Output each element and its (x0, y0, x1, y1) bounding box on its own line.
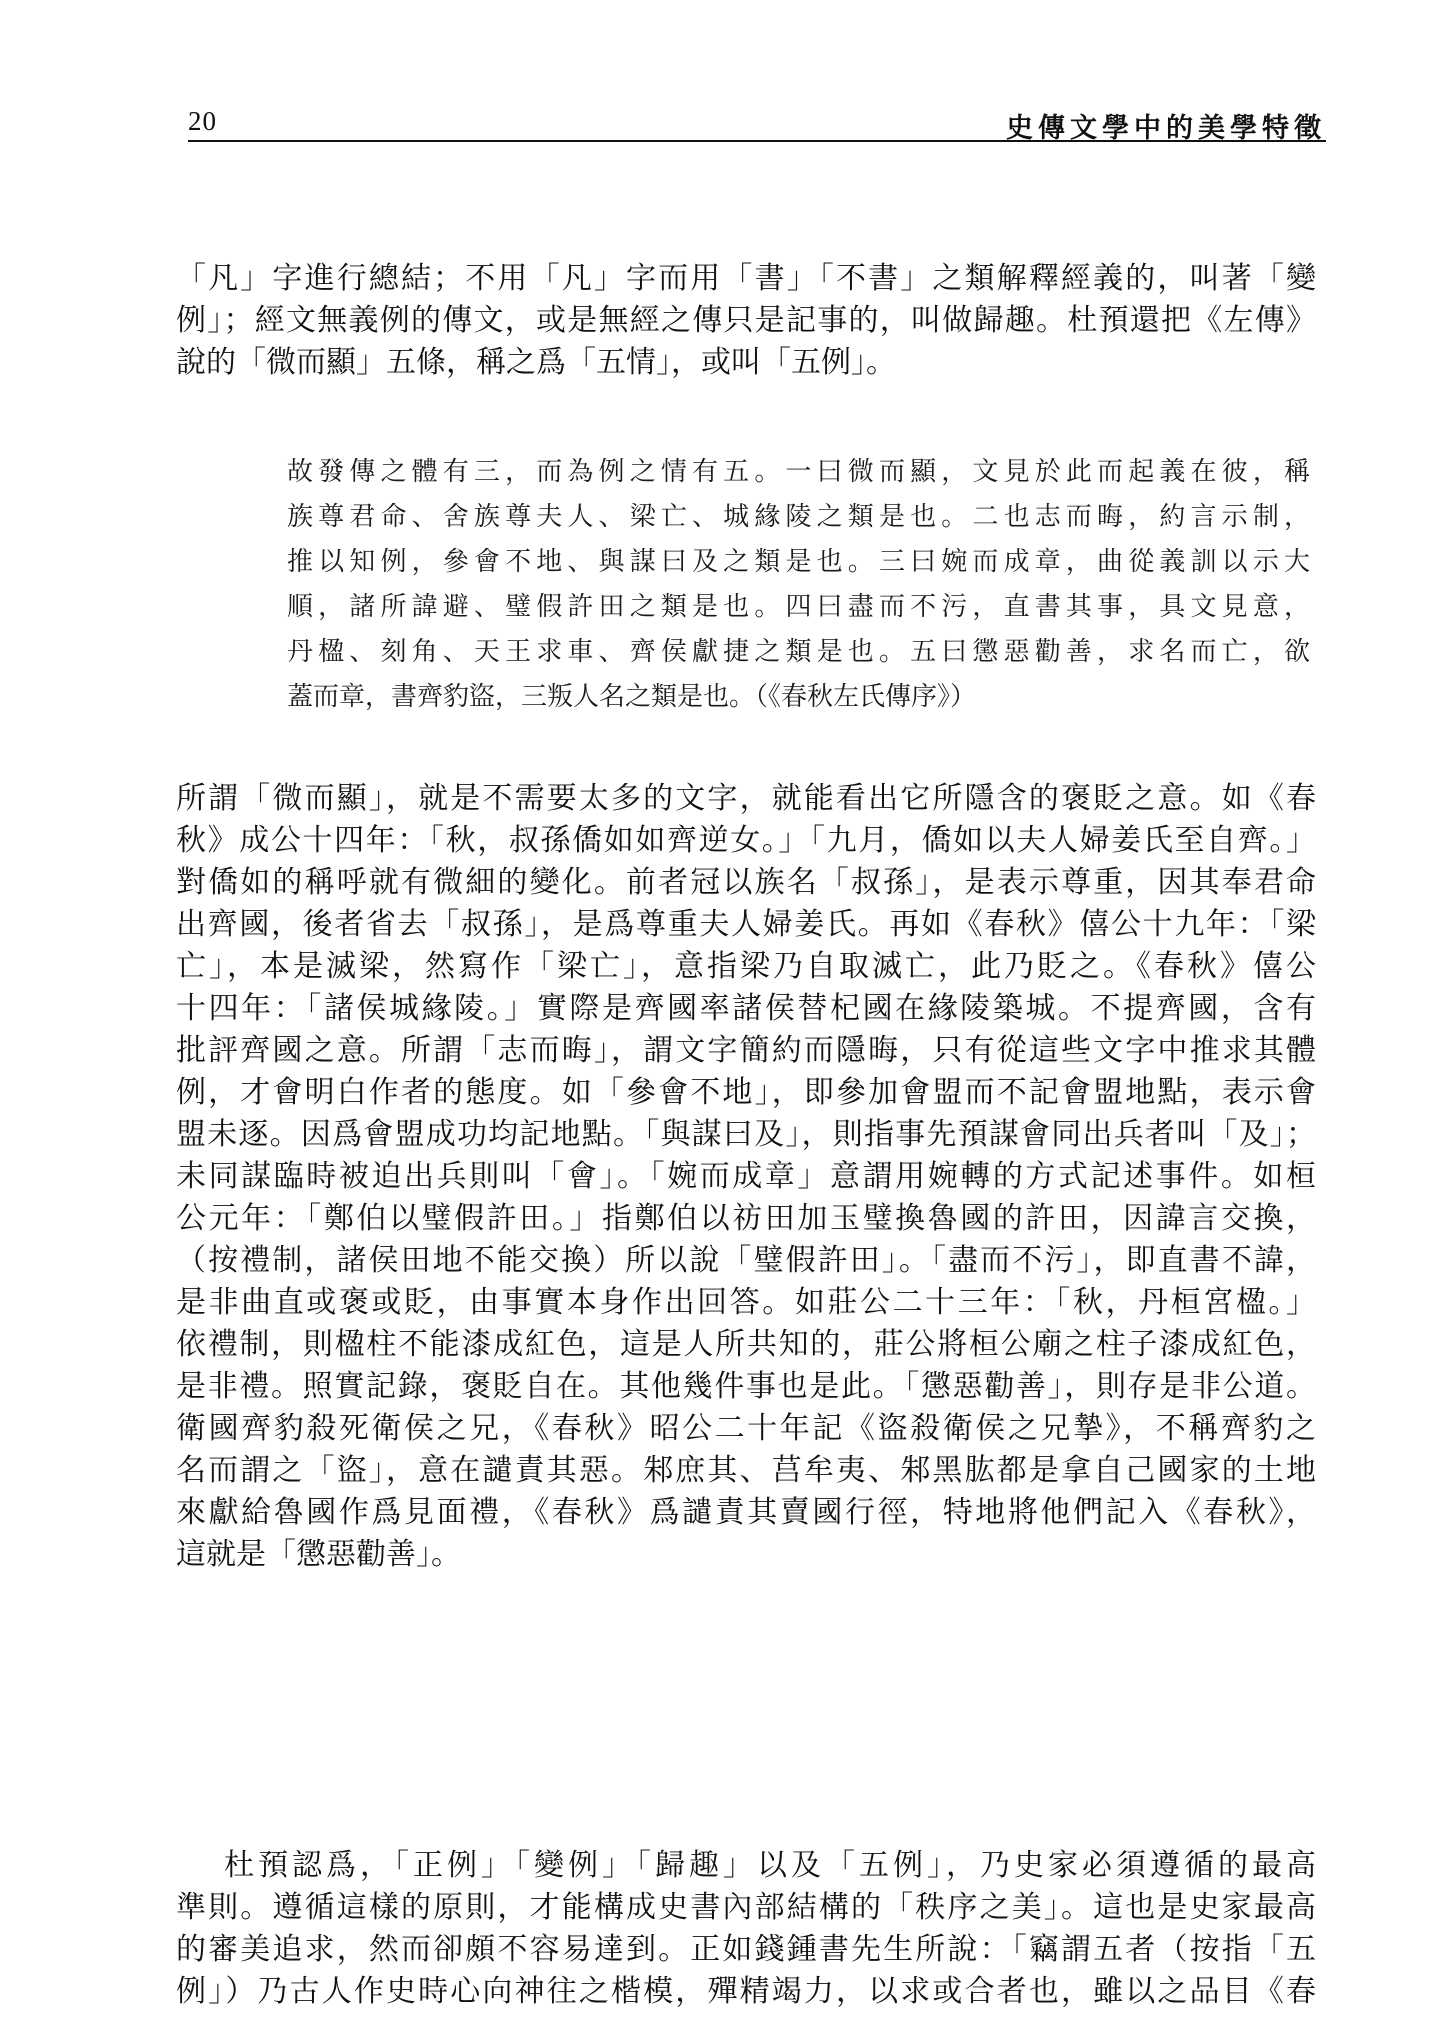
text-line: 出齊國，後者省去「叔孫」，是爲尊重夫人婦姜氏。再如《春秋》僖公十九年：「梁 (176, 907, 1316, 942)
text-line: 這就是「懲惡勸善」。 (176, 1537, 461, 1572)
quote-line: 族尊君命、舍族尊夫人、梁亡、城緣陵之類是也。二也志而晦，約言示制， (287, 502, 1310, 532)
text-line: 公元年：「鄭伯以璧假許田。」指鄭伯以祊田加玉璧換魯國的許田，因諱言交換， (176, 1201, 1316, 1236)
intro-paragraph (176, 258, 1316, 384)
text-line: 十四年：「諸侯城緣陵。」實際是齊國率諸侯替杞國在緣陵築城。不提齊國，含有 (176, 991, 1316, 1026)
text-line: 衛國齊豹殺死衛侯之兄，《春秋》昭公二十年記《盜殺衛侯之兄摯》，不稱齊豹之 (176, 1411, 1316, 1446)
text-line: 「凡」字進行總結；不用「凡」字而用「書」「不書」之類解釋經義的，叫著「變 (176, 261, 1316, 296)
text-line: 亡」，本是滅梁，然寫作「梁亡」，意指梁乃自取滅亡，此乃貶之。《春秋》僖公 (176, 949, 1316, 984)
quote-line: 故發傳之體有三，而為例之情有五。一曰微而顯，文見於此而起義在彼，稱 (287, 457, 1310, 487)
text-line: 未同謀臨時被迫出兵則叫「會」。「婉而成章」意謂用婉轉的方式記述事件。如桓 (176, 1159, 1316, 1194)
text-line: 是非曲直或褒或貶，由事實本身作出回答。如莊公二十三年：「秋，丹桓宮楹。」 (176, 1285, 1316, 1320)
text-line: 秋》成公十四年：「秋，叔孫僑如如齊逆女。」「九月，僑如以夫人婦姜氏至自齊。」 (176, 823, 1316, 858)
text-line: （按禮制，諸侯田地不能交換）所以說「璧假許田」。「盡而不污」，即直書不諱， (176, 1243, 1316, 1278)
text-line: 名而謂之「盜」，意在譴責其惡。邾庶其、莒牟夷、邾黑肱都是拿自己國家的土地 (176, 1453, 1316, 1488)
text-line: 準則。遵循這樣的原則，才能構成史書內部結構的「秩序之美」。這也是史家最高 (176, 1890, 1316, 1925)
block-quote (287, 450, 1310, 720)
text-line: 對僑如的稱呼就有微細的變化。前者冠以族名「叔孫」，是表示尊重，因其奉君命 (176, 865, 1316, 900)
quote-line: 順，諸所諱避、璧假許田之類是也。四曰盡而不污，直書其事，具文見意， (287, 592, 1310, 622)
quote-line: 推以知例，參會不地、與謀曰及之類是也。三曰婉而成章，曲從義訓以示大 (287, 547, 1310, 577)
text-line: 說的「微而顯」五條，稱之爲「五情」，或叫「五例」。 (176, 345, 896, 380)
main-paragraph (176, 778, 1316, 1576)
text-line: 杜預認爲，「正例」「變例」「歸趣」以及「五例」，乃史家必須遵循的最高 (224, 1848, 1316, 1883)
text-line: 例，才會明白作者的態度。如「參會不地」，即參加會盟而不記會盟地點，表示會 (176, 1075, 1316, 1110)
text-line: 來獻給魯國作爲見面禮，《春秋》爲譴責其賣國行徑，特地將他們記入《春秋》， (176, 1495, 1316, 1530)
text-line: 批評齊國之意。所謂「志而晦」，謂文字簡約而隱晦，只有從這些文字中推求其體 (176, 1033, 1316, 1068)
quote-line: 丹楹、刻角、天王求車、齊侯獻捷之類是也。五曰懲惡勸善，求名而亡，欲 (287, 637, 1310, 667)
text-line: 例」；經文無義例的傳文，或是無經之傳只是記事的，叫做歸趣。杜預還把《左傳》 (176, 303, 1316, 338)
final-paragraph (176, 1845, 1316, 2013)
running-title: 史傳文學中的美學特徵 (1006, 113, 1326, 144)
page-header (188, 106, 1326, 142)
text-line: 例」）乃古人作史時心向神往之楷模，殫精竭力，以求或合者也，雖以之品目《春 (176, 1974, 1316, 2009)
text-line: 依禮制，則楹柱不能漆成紅色，這是人所共知的，莊公將桓公廟之柱子漆成紅色， (176, 1327, 1316, 1362)
page-number: 20 (188, 106, 217, 136)
quote-line: 蓋而章，書齊豹盜，三叛人名之類是也。（《春秋左氏傳序》） (287, 682, 977, 712)
text-line: 的審美追求，然而卻頗不容易達到。正如錢鍾書先生所說：「竊謂五者（按指「五 (176, 1932, 1316, 1967)
text-line: 所謂「微而顯」，就是不需要太多的文字，就能看出它所隱含的褒貶之意。如《春 (176, 781, 1316, 816)
text-line: 盟未逐。因爲會盟成功均記地點。「與謀曰及」，則指事先預謀會同出兵者叫「及」； (176, 1117, 1316, 1152)
text-line: 是非禮。照實記錄，褒貶自在。其他幾件事也是此。「懲惡勸善」，則存是非公道。 (176, 1369, 1316, 1404)
